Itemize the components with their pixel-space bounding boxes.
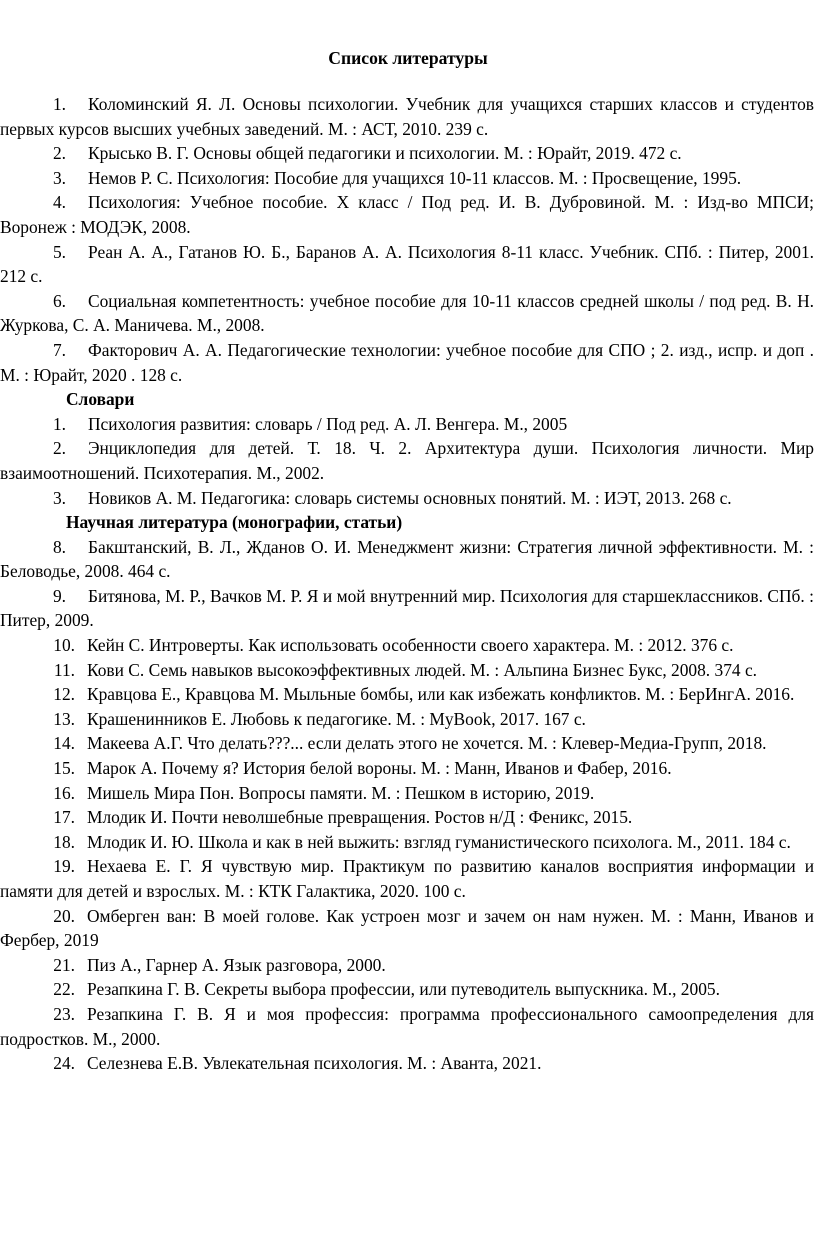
main-list	[0, 92, 814, 387]
list-item: 22. Резапкина Г. В. Секреты выбора профессии, или путеводитель выпускника. М., 2005.	[53, 979, 720, 1000]
list-item: 19. Нехаева Е. Г. Я чувствую мир. Практикум по развитию каналов восприятия информации и памяти для детей и взрослых. М. : КТК Галактика, 2020. 100 с.	[0, 856, 814, 901]
list-item: 9. Битянова, М. Р., Вачков М. Р. Я и мой внутренний мир. Психология для старшеклассников. СПб. : Питер, 2009.	[0, 585, 814, 631]
list-item: 15. Марок А. Почему я? История белой вороны. М. : Манн, Иванов и Фабер, 2016.	[53, 758, 672, 779]
section-heading-science: Научная литература (монографии, статьи)	[66, 512, 403, 533]
list-item: 21. Пиз А., Гарнер А. Язык разговора, 2000.	[53, 954, 386, 975]
bibliography	[0, 92, 814, 1076]
dictionaries-list	[0, 412, 814, 510]
list-item: 12. Кравцова Е., Кравцова М. Мыльные бомбы, или как избежать конфликтов. М. : БерИнгА. 2016.	[53, 684, 795, 705]
list-item: 4. Психология: Учебное пособие. X класс / Под ред. И. В. Дубровиной. М. : Изд-во МПСИ; Воронеж : МОДЭК, 2008.	[0, 192, 814, 237]
section-heading-dictionaries: Словари	[66, 389, 135, 410]
list-item: 20. Омберген ван: В моей голове. Как устроен мозг и зачем он нам нужен. М. : Манн, Иванов и Фербер, 2019	[0, 905, 814, 951]
list-item: 2. Энциклопедия для детей. Т. 18. Ч. 2. Архитектура души. Психология личности. Мир взаимоотношений. Психотерапия. М., 2002.	[0, 438, 814, 483]
list-item: 23. Резапкина Г. В. Я и моя профессия: программа профессионального самоопределения для подростков. М., 2000.	[0, 1003, 814, 1049]
list-item: 16. Мишель Мира Пон. Вопросы памяти. М. : Пешком в историю, 2019.	[53, 782, 595, 803]
list-item: 8. Бакштанский, В. Л., Жданов О. И. Менеджмент жизни: Стратегия личной эффективности. М. : Беловодье, 2008. 464 с.	[0, 536, 814, 582]
list-item: 5. Реан А. А., Гатанов Ю. Б., Баранов А. А. Психология 8-11 класс. Учебник. СПб. : Питер, 2001. 212 с.	[0, 241, 814, 287]
list-item: 6. Социальная компетентность: учебное пособие для 10-11 классов средней школы / под ред. В. Н. Журкова, С. А. Маничева. М., 2008.	[0, 290, 814, 336]
list-item: 3. Немов Р. С. Психология: Пособие для учащихся 10-11 классов. М. : Просвещение, 1995.	[52, 167, 742, 188]
list-item: 18. Млодик И. Ю. Школа и как в ней выжить: взгляд гуманистического психолога. М., 2011. 184 с.	[53, 831, 791, 852]
list-item: 1. Психология развития: словарь / Под ред. А. Л. Венгера. М., 2005	[52, 413, 568, 434]
list-item: 14. Макеева А.Г. Что делать???... если делать этого не хочется. М. : Клевер-Медиа-Групп, 2018.	[53, 733, 767, 754]
list-item: 17. Млодик И. Почти неволшебные превращения. Ростов н/Д : Феникс, 2015.	[53, 807, 633, 828]
list-item: 10. Кейн С. Интроверты. Как использовать особенности своего характера. М. : 2012. 376 с.	[53, 635, 734, 656]
page-title: Список литературы	[328, 48, 488, 68]
science-list	[0, 535, 814, 1076]
list-item: 24. Селезнева Е.В. Увлекательная психология. М. : Аванта, 2021.	[53, 1053, 542, 1074]
list-item: 2. Крысько В. Г. Основы общей педагогики и психологии. М. : Юрайт, 2019. 472 с.	[52, 143, 682, 164]
list-item: 3. Новиков А. М. Педагогика: словарь системы основных понятий. М. : ИЭТ, 2013. 268 с.	[52, 487, 732, 508]
list-item: 7. Факторович А. А. Педагогические технологии: учебное пособие для СПО ; 2. изд., испр. и доп . М. : Юрайт, 2020 . 128 с.	[0, 339, 814, 385]
list-item: 1. Коломинский Я. Л. Основы психологии. Учебник для учащихся старших классов и студентов первых курсов высших учебных заведений. М. : АСТ, 2010. 239 с.	[0, 94, 814, 139]
list-item: 11. Кови С. Семь навыков высокоэффективных людей. М. : Альпина Бизнес Букс, 2008. 374 с.	[53, 659, 758, 680]
list-item: 13. Крашенинников Е. Любовь к педагогике. М. : MyBook, 2017. 167 с.	[53, 708, 586, 729]
